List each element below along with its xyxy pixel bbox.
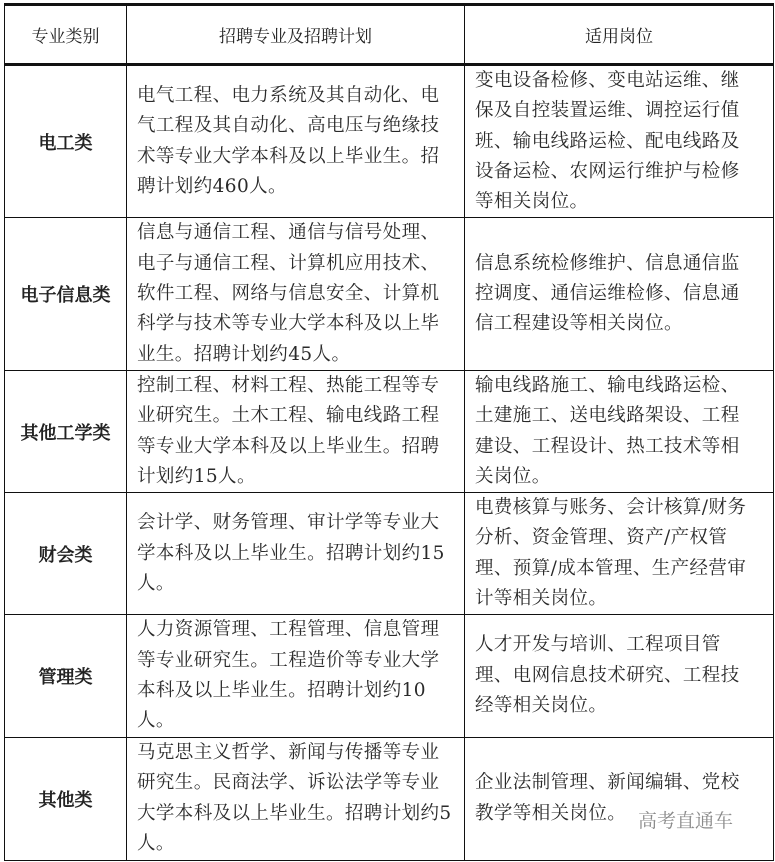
header-positions: 适用岗位 <box>465 5 774 65</box>
category-cell: 电子信息类 <box>5 218 127 370</box>
positions-line: 等相关岗位。 <box>475 191 589 213</box>
positions-line: 理、预算/成本管理、生产经营审 <box>475 557 747 579</box>
positions-line: 人才开发与培训、工程项目管 <box>475 634 721 656</box>
positions-cell <box>465 493 774 615</box>
majors-line: 术等专业大学本科及以上毕业生。招 <box>137 145 440 167</box>
positions-line: 分析、资金管理、资产/产权管 <box>475 527 728 549</box>
table-row <box>5 65 774 218</box>
watermark: 高考直通车 <box>638 810 734 832</box>
positions-cell <box>465 615 774 737</box>
positions-line: 经等相关岗位。 <box>475 695 608 717</box>
majors-line: 业研究生。土木工程、输电线路工程 <box>137 405 440 427</box>
majors-line: 本科及以上毕业生。招聘计划约10 <box>137 679 426 701</box>
majors-cell <box>127 218 465 370</box>
majors-line: 人力资源管理、工程管理、信息管理 <box>137 619 440 641</box>
positions-line: 控调度、通信运维检修、信息通 <box>475 283 740 305</box>
majors-line: 软件工程、网络与信息安全、计算机 <box>137 283 440 305</box>
table-row <box>5 737 774 860</box>
majors-line: 信息与通信工程、通信与信号处理、 <box>137 222 440 244</box>
table-row <box>5 370 774 492</box>
positions-line: 企业法制管理、新闻编辑、党校 <box>475 772 740 794</box>
positions-line: 信息系统检修维护、信息通信监 <box>475 252 740 274</box>
positions-line: 保及自控装置运维、调控运行值 <box>475 100 740 122</box>
majors-line: 科学与技术等专业大学本科及以上毕 <box>137 313 440 335</box>
table-row <box>5 218 774 370</box>
category-cell: 管理类 <box>5 615 127 737</box>
majors-line: 聘计划约460人。 <box>137 176 287 198</box>
majors-line: 业生。招聘计划约45人。 <box>137 343 351 365</box>
table-row <box>5 493 774 615</box>
header-majors: 招聘专业及招聘计划 <box>127 5 465 65</box>
positions-line: 计等相关岗位。 <box>475 588 608 610</box>
category-cell: 财会类 <box>5 493 127 615</box>
positions-cell <box>465 737 774 860</box>
majors-cell <box>127 737 465 860</box>
table-row <box>5 615 774 737</box>
positions-line: 理、电网信息技术研究、工程技 <box>475 664 740 686</box>
majors-line: 马克思主义哲学、新闻与传播等专业 <box>137 741 440 763</box>
positions-line: 输电线路施工、输电线路运检、 <box>475 374 740 396</box>
positions-line: 关岗位。 <box>475 465 551 487</box>
majors-cell <box>127 370 465 492</box>
positions-cell <box>465 65 774 218</box>
positions-line: 信工程建设等相关岗位。 <box>475 313 683 335</box>
majors-line: 人。 <box>137 572 175 594</box>
positions-cell <box>465 218 774 370</box>
majors-line: 气工程及其自动化、高电压与绝缘技 <box>137 115 440 137</box>
majors-line: 人。 <box>137 832 175 854</box>
majors-cell <box>127 615 465 737</box>
positions-cell <box>465 370 774 492</box>
positions-line: 变电设备检修、变电站运维、继 <box>475 70 740 91</box>
majors-line: 人。 <box>137 710 175 732</box>
positions-line: 设备运检、农网运行维护与检修 <box>475 160 740 182</box>
majors-line: 电子与通信工程、计算机应用技术、 <box>137 252 440 274</box>
positions-line: 电费核算与账务、会计核算/财务 <box>475 497 747 519</box>
table-header-row <box>5 5 774 65</box>
category-cell: 电工类 <box>5 65 127 218</box>
positions-line: 教学等相关岗位。 <box>475 802 627 824</box>
header-category: 专业类别 <box>5 5 127 65</box>
positions-line: 班、输电线路运检、配电线路及 <box>475 130 740 152</box>
majors-line: 等专业大学本科及以上毕业生。招聘 <box>137 435 440 457</box>
category-cell: 其他工学类 <box>5 370 127 492</box>
positions-line: 建设、工程设计、热工技术等相 <box>475 435 740 457</box>
category-cell: 其他类 <box>5 737 127 860</box>
majors-line: 控制工程、材料工程、热能工程等专 <box>137 374 440 396</box>
majors-line: 研究生。民商法学、诉讼法学等专业 <box>137 772 440 794</box>
majors-line: 学本科及以上毕业生。招聘计划约15 <box>137 542 445 564</box>
majors-line: 等专业研究生。工程造价等专业大学 <box>137 649 440 671</box>
majors-line: 计划约15人。 <box>137 465 256 487</box>
majors-cell <box>127 493 465 615</box>
positions-line: 土建施工、送电线路架设、工程 <box>475 405 740 427</box>
majors-line: 会计学、财务管理、审计学等专业大 <box>137 512 440 534</box>
majors-line: 大学本科及以上毕业生。招聘计划约5 <box>137 802 452 824</box>
recruitment-table <box>4 3 774 861</box>
majors-cell <box>127 65 465 218</box>
majors-line: 电气工程、电力系统及其自动化、电 <box>137 85 440 107</box>
